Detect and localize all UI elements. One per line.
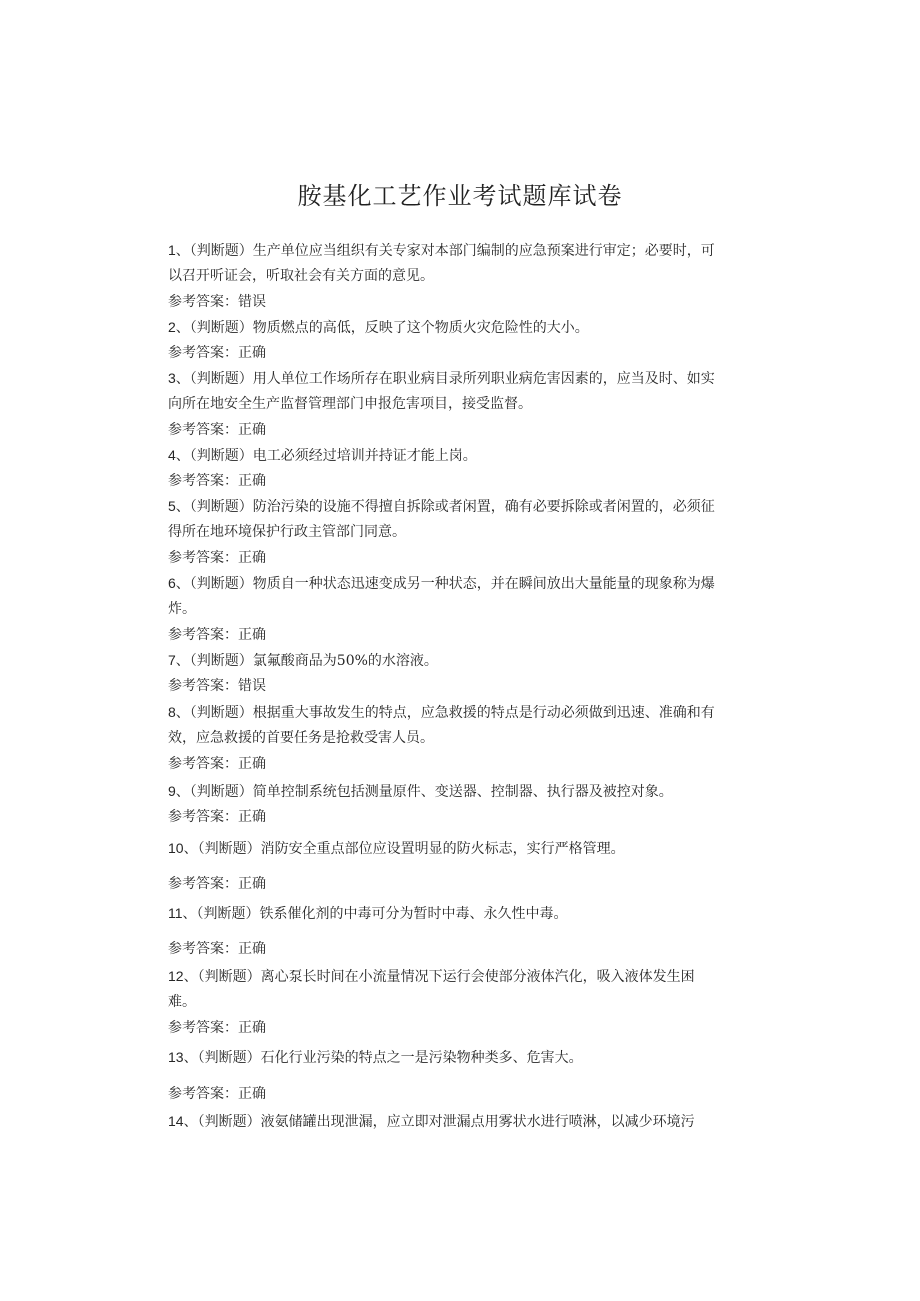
question-text: 、（判断题）铁系催化剂的中毒可分为暂时中毒、永久性中毒。 (182, 906, 568, 922)
question-number: 7 (168, 652, 176, 668)
question-item (168, 442, 752, 494)
question-line (168, 442, 752, 468)
question-number: 1 (168, 242, 176, 258)
answer-text: 参考答案：正确 (168, 550, 266, 566)
question-item (168, 493, 752, 571)
answer-text: 参考答案：正确 (168, 876, 266, 892)
question-item (168, 699, 752, 777)
question-line (168, 570, 752, 596)
question-line (168, 365, 752, 391)
question-text: 、（判断题）简单控制系统包括测量原件、变送器、控制器、执行器及被控对象。 (175, 784, 673, 800)
question-number: 9 (168, 783, 176, 799)
question-item (168, 237, 752, 315)
question-line (168, 699, 752, 725)
question-item (168, 778, 752, 830)
question-number: 11 (168, 905, 183, 921)
question-item (168, 647, 752, 699)
answer-text: 参考答案：正确 (168, 1020, 266, 1036)
question-text: 效，应急救援的首要任务是抢救受害人员。 (168, 730, 434, 746)
question-text: 难。 (168, 994, 196, 1010)
question-number: 12 (168, 968, 184, 984)
question-line (168, 778, 752, 804)
page-title: 胺基化工艺作业考试题库试卷 (297, 182, 623, 210)
question-number: 6 (168, 575, 176, 591)
answer-text: 参考答案：正确 (168, 345, 266, 361)
question-number: 3 (168, 370, 176, 386)
question-text: 以召开听证会，听取社会有关方面的意见。 (168, 268, 434, 284)
answer-text: 参考答案：正确 (168, 1086, 266, 1102)
question-text: 、（判断题）物质自一种状态迅速变成另一种状态，并在瞬间放出大量能量的现象称为爆 (175, 576, 715, 592)
question-item (168, 1108, 752, 1134)
answer-text: 参考答案：正确 (168, 422, 266, 438)
question-item (168, 1044, 752, 1070)
question-text: 向所在地安全生产监督管理部门申报危害项目，接受监督。 (168, 396, 532, 412)
question-line (168, 900, 752, 926)
question-text: 、（判断题）消防安全重点部位应设置明显的防火标志，实行严格管理。 (183, 841, 625, 857)
question-number: 4 (168, 447, 176, 463)
answer-block (168, 936, 752, 962)
question-text: 、（判断题）生产单位应当组织有关专家对本部门编制的应急预案进行审定；必要时，可 (175, 243, 715, 259)
question-line (168, 647, 752, 673)
answer-text: 参考答案：错误 (168, 678, 266, 694)
question-number: 10 (168, 840, 184, 856)
question-text: 、（判断题）液氨储罐出现泄漏，应立即对泄漏点用雾状水进行喷淋，以减少环境污 (183, 1114, 695, 1130)
question-item (168, 963, 752, 1041)
question-text: 得所在地环境保护行政主管部门同意。 (168, 524, 406, 540)
answer-text: 参考答案：正确 (168, 627, 266, 643)
question-text: 、（判断题）根据重大事故发生的特点，应急救援的特点是行动必须做到迅速、准确和有 (175, 705, 715, 721)
answer-text: 参考答案：正确 (168, 941, 266, 957)
answer-block (168, 1081, 752, 1107)
question-number: 13 (168, 1049, 184, 1065)
question-line (168, 237, 752, 263)
question-number: 2 (168, 319, 176, 335)
answer-text: 参考答案：正确 (168, 809, 266, 825)
answer-text: 参考答案：正确 (168, 473, 266, 489)
question-item (168, 900, 752, 926)
question-text: 、（判断题）防治污染的设施不得擅自拆除或者闲置，确有必要拆除或者闲置的，必须征 (175, 499, 715, 515)
question-number: 8 (168, 704, 176, 720)
question-text: 、（判断题）离心泵长时间在小流量情况下运行会使部分液体汽化，吸入液体发生困 (183, 969, 695, 985)
question-line (168, 963, 752, 989)
question-text: 、（判断题）石化行业污染的特点之一是污染物种类多、危害大。 (183, 1050, 583, 1066)
question-line (168, 835, 752, 861)
question-text: 、（判断题）物质燃点的高低，反映了这个物质火灾危险性的大小。 (175, 320, 589, 336)
question-text: 、（判断题）氯氟酸商品为50%的水溶液。 (175, 653, 438, 669)
question-item (168, 314, 752, 366)
question-item (168, 570, 752, 648)
answer-text: 参考答案：错误 (168, 294, 266, 310)
question-line (168, 1044, 752, 1070)
question-text: 炸。 (168, 601, 196, 617)
question-line (168, 493, 752, 519)
answer-text: 参考答案：正确 (168, 756, 266, 772)
question-line (168, 1108, 752, 1134)
question-number: 5 (168, 498, 176, 514)
question-text: 、（判断题）用人单位工作场所存在职业病目录所列职业病危害因素的，应当及时、如实 (175, 371, 715, 387)
question-line (168, 314, 752, 340)
question-number: 14 (168, 1113, 184, 1129)
question-item (168, 835, 752, 861)
answer-block (168, 871, 752, 897)
question-item (168, 365, 752, 443)
question-text: 、（判断题）电工必须经过培训并持证才能上岗。 (175, 448, 477, 464)
